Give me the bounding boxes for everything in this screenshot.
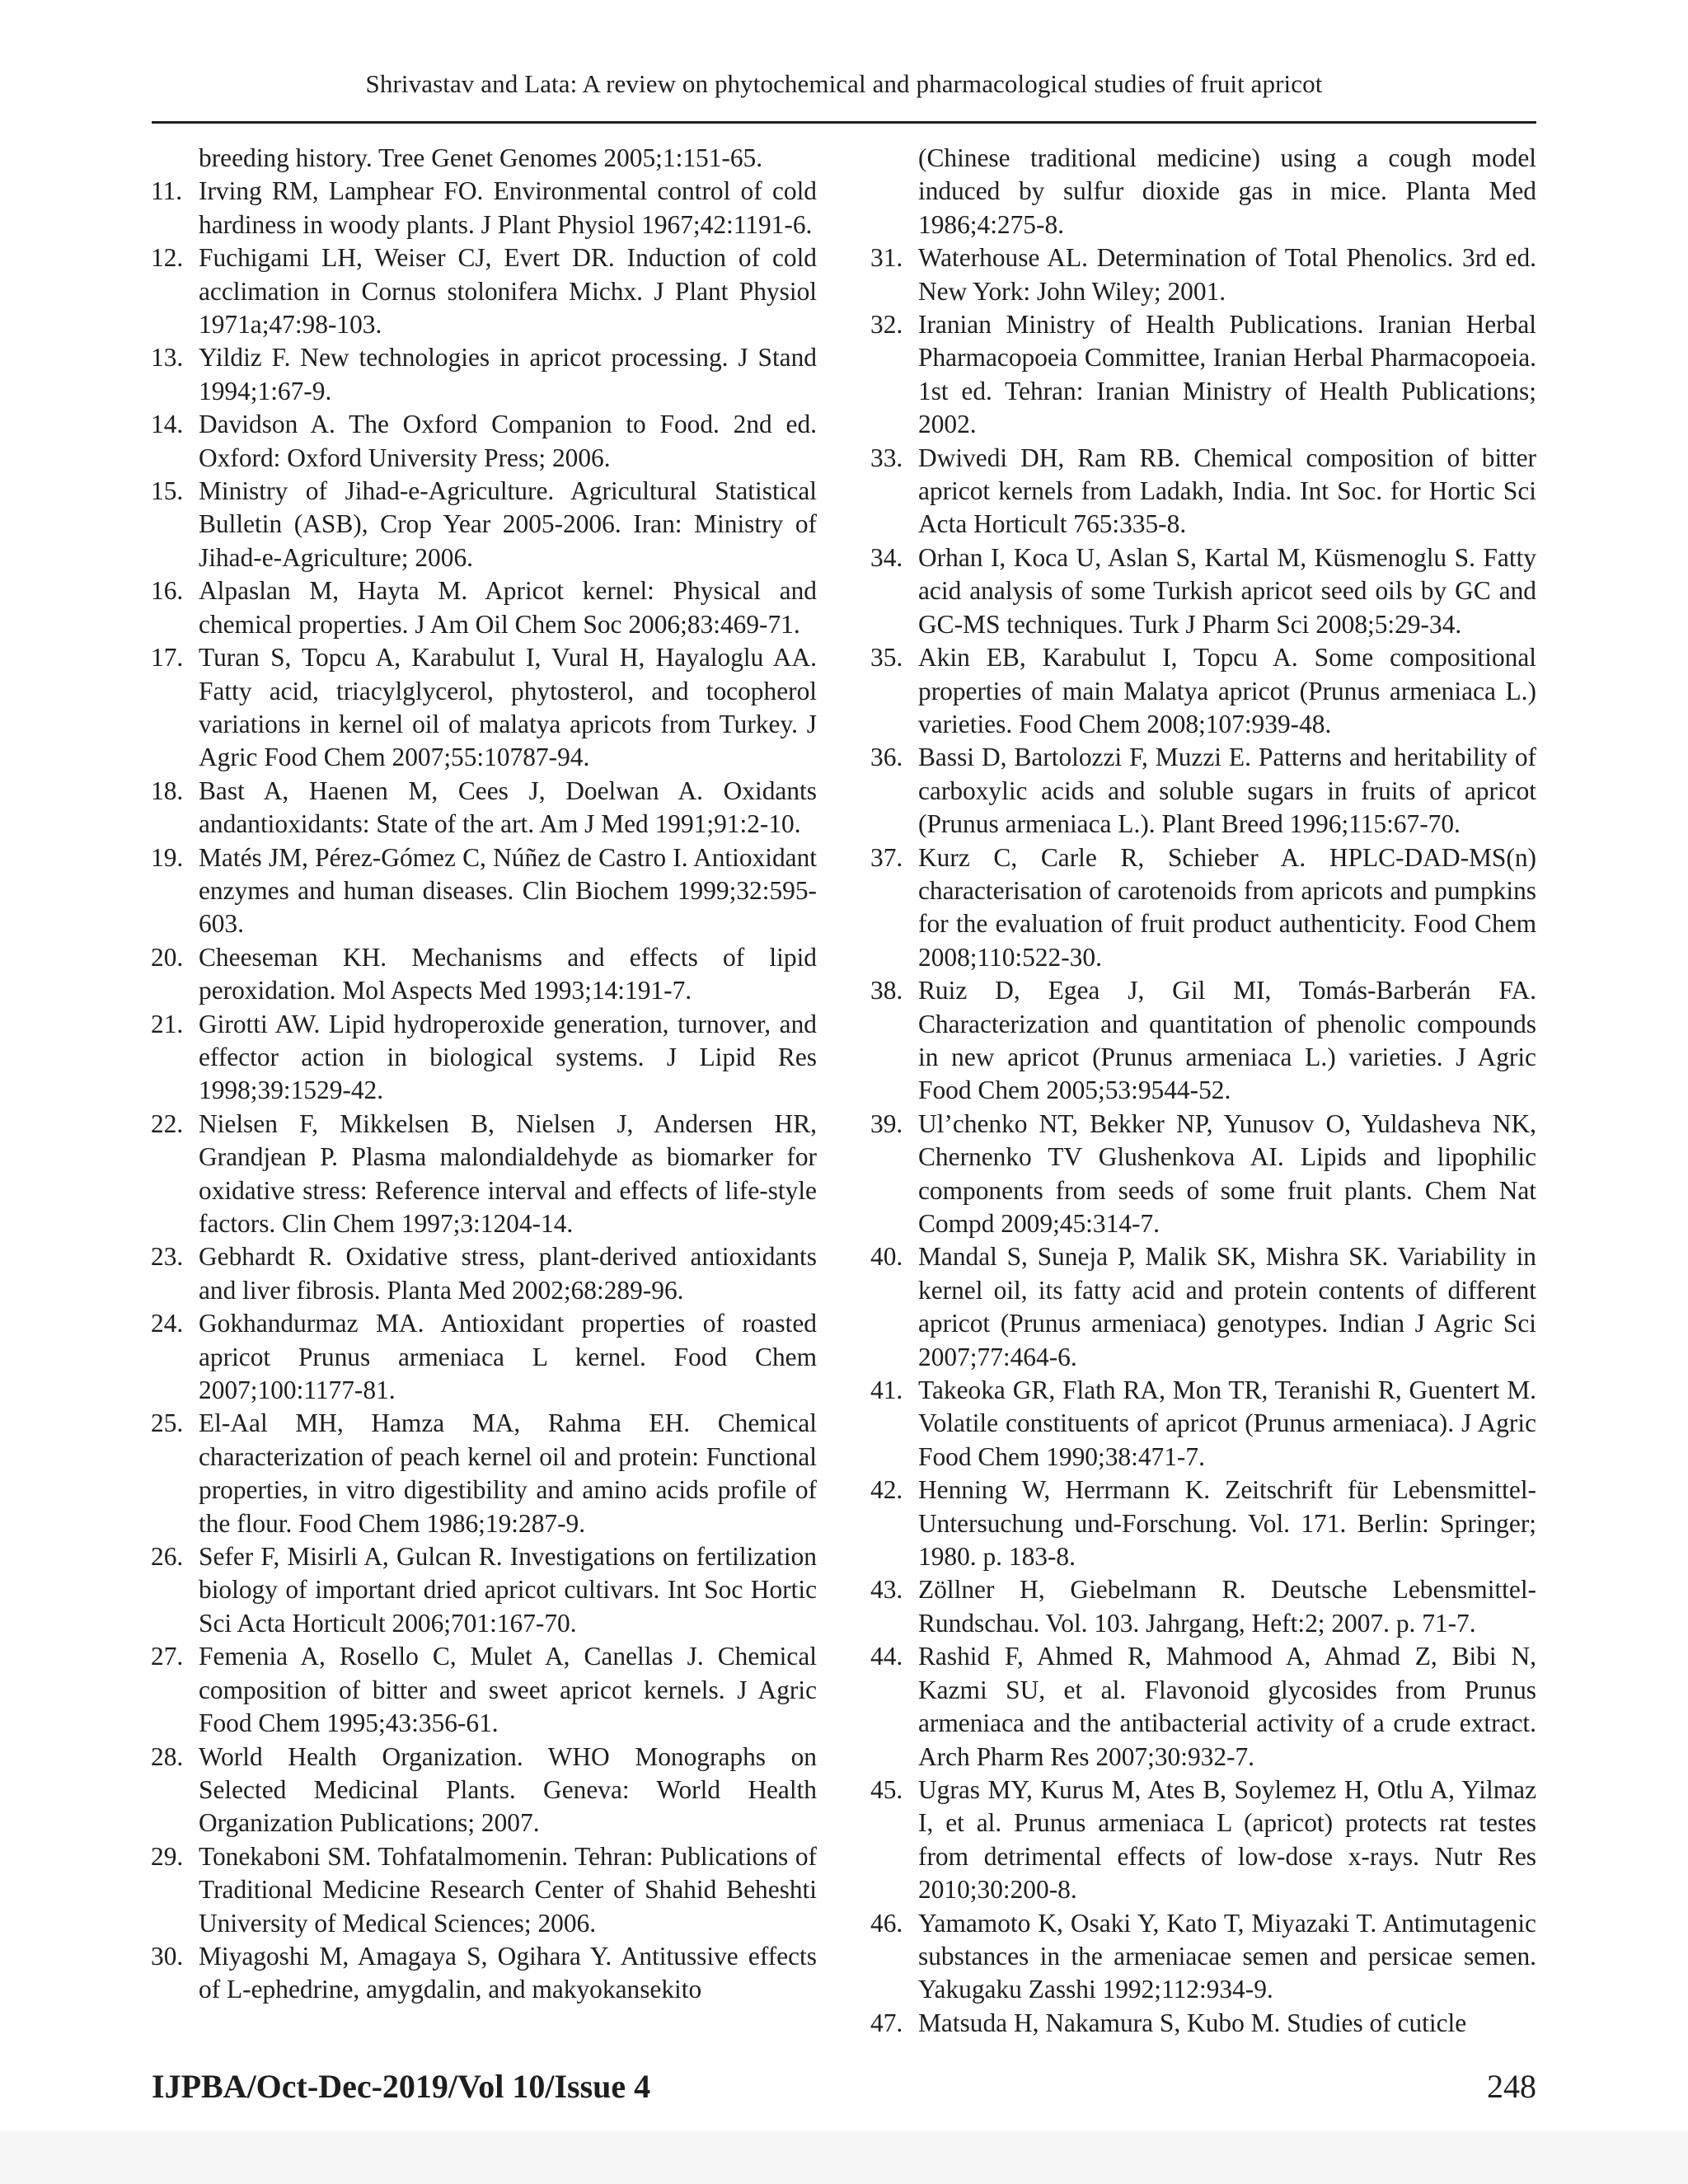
reference-number: 42.: [870, 1475, 903, 1505]
reference-number: 19.: [151, 842, 184, 872]
reference-text: Yamamoto K, Osaki Y, Kato T, Miyazaki T. Antimutagenic substances in the armeniacae semen and persicae semen. Yakugaku Zasshi 1992;112:934-9.: [918, 1908, 1536, 2004]
reference-number: 38.: [870, 976, 903, 1005]
reference-text: Davidson A. The Oxford Companion to Food. 2nd ed. Oxford: Oxford University Press; 2006.: [199, 410, 817, 472]
reference-number: 46.: [870, 1908, 903, 1938]
reference-item: [151, 1307, 817, 1407]
reference-number: 15.: [151, 476, 184, 506]
reference-item: [151, 1840, 817, 1940]
reference-number: 36.: [870, 743, 903, 772]
reference-item: [870, 741, 1536, 841]
reference-number: 22.: [151, 1108, 184, 1138]
reference-text: Ruiz D, Egea J, Gil MI, Tomás-Barberán FA. Characterization and quantitation of phenolic compounds in new apricot (Prunus armeniaca L.) varieties. J Agric Food Chem 2005;53:9544-52.: [918, 976, 1536, 1105]
reference-item: [151, 641, 817, 775]
reference-number: 40.: [870, 1242, 903, 1272]
reference-item: [151, 175, 817, 241]
reference-item: [870, 2007, 1536, 2040]
reference-text: World Health Organization. WHO Monographs on Selected Medicinal Plants. Geneva: World Health Organization Publications; 2007.: [199, 1741, 817, 1838]
reference-text: Fuchigami LH, Weiser CJ, Evert DR. Induction of cold acclimation in Cornus stolonifera Michx. J Plant Physiol 1971a;47:98-103.: [199, 243, 817, 340]
reference-item: [151, 1108, 817, 1241]
reference-item: [151, 841, 817, 941]
reference-text: Henning W, Herrmann K. Zeitschrift für Lebensmittel-Untersuchung und-Forschung. Vol. 171. Berlin: Springer; 1980. p. 183-8.: [918, 1475, 1536, 1572]
reference-number: 47.: [870, 2008, 903, 2037]
journal-issue-label: IJPBA/Oct-Dec-2019/Vol 10/Issue 4: [152, 2068, 651, 2105]
reference-item: [870, 1640, 1536, 1774]
reference-item: [870, 641, 1536, 741]
reference-text: Nielsen F, Mikkelsen B, Nielsen J, Andersen HR, Grandjean P. Plasma malondialdehyde as biomarker for oxidative stress: Reference interval and effects of life-style factors. Clin Chem 1997;3:1204-14.: [199, 1108, 817, 1238]
references-right-column: [870, 142, 1536, 2040]
references-left-column: [151, 142, 817, 2007]
reference-item: [870, 442, 1536, 541]
reference-text: Miyagoshi M, Amagaya S, Ogihara Y. Antitussive effects of L-ephedrine, amygdalin, and makyokansekito: [199, 1941, 817, 2004]
reference-number: 34.: [870, 542, 903, 572]
reference-text: Zöllner H, Giebelmann R. Deutsche Lebensmittel-Rundschau. Vol. 103. Jahrgang, Heft:2; 2007. p. 71-7.: [918, 1575, 1536, 1638]
reference-item: [151, 475, 817, 574]
reference-number: 41.: [870, 1376, 903, 1405]
reference-item: [151, 241, 817, 341]
reference-text: Orhan I, Koca U, Aslan S, Kartal M, Küsmenoglu S. Fatty acid analysis of some Turkish apricot seed oils by GC and GC-MS techniques. Turk J Pharm Sci 2008;5:29-34.: [918, 542, 1536, 639]
reference-number: 16.: [151, 576, 184, 606]
reference-text: Ul’chenko NT, Bekker NP, Yunusov O, Yuldasheva NK, Chernenko TV Glushenkova AI. Lipids and lipophilic components from seeds of some fruit plants. Chem Nat Compd 2009;45:314-7.: [918, 1108, 1536, 1238]
reference-item: [151, 1407, 817, 1540]
reference-number: 37.: [870, 842, 903, 872]
reference-text: Girotti AW. Lipid hydroperoxide generation, turnover, and effector action in biological systems. J Lipid Res 1998;39:1529-42.: [199, 1009, 817, 1105]
reference-number: 11.: [151, 176, 183, 206]
reference-text: Ministry of Jihad-e-Agriculture. Agricultural Statistical Bulletin (ASB), Crop Year 2005-2006. Iran: Ministry of Jihad-e-Agriculture; 2006.: [199, 476, 817, 572]
reference-item: [870, 241, 1536, 308]
reference-number: 14.: [151, 410, 184, 439]
reference-text: Irving RM, Lamphear FO. Environmental control of cold hardiness in woody plants. J Plant Physiol 1967;42:1191-6.: [199, 176, 817, 239]
reference-number: 35.: [870, 643, 903, 673]
reference-text: Bast A, Haenen M, Cees J, Doelwan A. Oxidants andantioxidants: State of the art. Am J Med 1991;91:2-10.: [199, 776, 817, 839]
reference-number: 17.: [151, 643, 184, 673]
reference-text: Gokhandurmaz MA. Antioxidant properties of roasted apricot Prunus armeniaca L kernel. Food Chem 2007;100:1177-81.: [199, 1309, 817, 1405]
reference-item: [870, 1573, 1536, 1640]
reference-item: [151, 1540, 817, 1640]
reference-number: 12.: [151, 243, 184, 273]
reference-continuation: (Chinese traditional medicine) using a cough model induced by sulfur dioxide gas in mice. Planta Med 1986;4:275-8.: [918, 143, 1536, 239]
reference-text: El-Aal MH, Hamza MA, Rahma EH. Chemical characterization of peach kernel oil and protein: Functional properties, in vitro digestibility and amino acids profile of the flour. Food Chem 1986;19:287-9.: [199, 1408, 817, 1538]
reference-item: [870, 308, 1536, 442]
reference-item: [870, 1108, 1536, 1241]
reference-item: [870, 1374, 1536, 1474]
reference-item: [870, 1240, 1536, 1374]
reference-number: 39.: [870, 1108, 903, 1138]
reference-text: Cheeseman KH. Mechanisms and effects of lipid peroxidation. Mol Aspects Med 1993;14:191-7.: [199, 942, 817, 1005]
reference-number: 33.: [870, 443, 903, 472]
reference-text: Dwivedi DH, Ram RB. Chemical composition of bitter apricot kernels from Ladakh, India. Int Soc. for Hortic Sci Acta Horticult 765:335-8.: [918, 443, 1536, 539]
reference-text: Turan S, Topcu A, Karabulut I, Vural H, Hayaloglu AA. Fatty acid, triacylglycerol, phytosterol, and tocopherol variations in kernel oil of malatya apricots from Turkey. J Agric Food Chem 2007;55:10787-94.: [199, 643, 817, 772]
page-footer: [152, 2067, 1536, 2106]
reference-text: Gebhardt R. Oxidative stress, plant-derived antioxidants and liver fibrosis. Planta Med 2002;68:289-96.: [199, 1242, 817, 1305]
reference-number: 26.: [151, 1542, 184, 1572]
reference-item: [870, 974, 1536, 1108]
reference-number: 21.: [151, 1009, 184, 1038]
reference-text: Kurz C, Carle R, Schieber A. HPLC-DAD-MS(n) characterisation of carotenoids from apricots and pumpkins for the evaluation of fruit product authenticity. Food Chem 2008;110:522-30.: [918, 842, 1536, 972]
reference-number: 23.: [151, 1242, 184, 1272]
reference-item: [151, 1940, 817, 2007]
reference-item: [151, 775, 817, 841]
reference-number: 29.: [151, 1841, 184, 1871]
reference-text: Akin EB, Karabulut I, Topcu A. Some compositional properties of main Malatya apricot (Prunus armeniaca L.) varieties. Food Chem 2008;107:939-48.: [918, 643, 1536, 738]
reference-text: Femenia A, Rosello C, Mulet A, Canellas J. Chemical composition of bitter and sweet apricot kernels. J Agric Food Chem 1995;43:356-61.: [199, 1642, 817, 1738]
reference-item: [151, 408, 817, 475]
reference-text: Bassi D, Bartolozzi F, Muzzi E. Patterns and heritability of carboxylic acids and soluble sugars in fruits of apricot (Prunus armeniaca L.). Plant Breed 1996;115:67-70.: [918, 743, 1536, 839]
page-number: 248: [1487, 2068, 1536, 2105]
reference-text: Iranian Ministry of Health Publications. Iranian Herbal Pharmacopoeia Committee, Iranian Herbal Pharmacopoeia. 1st ed. Tehran: Iranian Ministry of Health Publications; 2002.: [918, 310, 1536, 439]
reference-item: [151, 941, 817, 1008]
reference-continuation: breeding history. Tree Genet Genomes 2005;1:151-65.: [199, 143, 763, 172]
reference-text: Waterhouse AL. Determination of Total Phenolics. 3rd ed. New York: John Wiley; 2001.: [918, 243, 1536, 306]
reference-item: [151, 574, 817, 641]
reference-item: [151, 1240, 817, 1307]
reference-text: Ugras MY, Kurus M, Ates B, Soylemez H, Otlu A, Yilmaz I, et al. Prunus armeniaca L (apricot) protects rat testes from detrimental effects of low-dose x-rays. Nutr Res 2010;30:200-8.: [918, 1774, 1536, 1905]
reference-number: 20.: [151, 942, 184, 972]
reference-number: 28.: [151, 1741, 184, 1771]
reference-number: 44.: [870, 1642, 903, 1671]
reference-number: 18.: [151, 776, 184, 805]
reference-number: 24.: [151, 1309, 184, 1338]
reference-text: Sefer F, Misirli A, Gulcan R. Investigations on fertilization biology of important dried apricot cultivars. Int Soc Hortic Sci Acta Horticult 2006;701:167-70.: [199, 1542, 817, 1638]
reference-item: [151, 1008, 817, 1108]
reference-number: 25.: [151, 1408, 184, 1438]
reference-text: Takeoka GR, Flath RA, Mon TR, Teranishi R, Guentert M. Volatile constituents of apricot (Prunus armeniaca). J Agric Food Chem 1990;38:471-7.: [918, 1376, 1536, 1471]
reference-text: Matés JM, Pérez-Gómez C, Núñez de Castro I. Antioxidant enzymes and human diseases. Clin Biochem 1999;32:595-603.: [199, 842, 817, 939]
reference-item: [151, 341, 817, 408]
reference-number: 13.: [151, 343, 184, 373]
reference-item: [870, 1474, 1536, 1573]
reference-number: 45.: [870, 1774, 903, 1804]
reference-text: Yildiz F. New technologies in apricot processing. J Stand 1994;1:67-9.: [199, 343, 817, 405]
reference-number: 27.: [151, 1642, 184, 1671]
reference-item: [151, 1640, 817, 1740]
header-rule: [152, 121, 1536, 124]
reference-number: 43.: [870, 1575, 903, 1605]
reference-number: 31.: [870, 243, 903, 273]
reference-number: 30.: [151, 1941, 184, 1971]
reference-number: 32.: [870, 310, 903, 340]
running-header: Shrivastav and Lata: A review on phytochemical and pharmacological studies of fruit apricot: [365, 69, 1323, 98]
reference-item: [151, 1741, 817, 1840]
reference-item: [870, 841, 1536, 975]
reference-item: [870, 1774, 1536, 1907]
reference-item: [870, 541, 1536, 641]
reference-text: Mandal S, Suneja P, Malik SK, Mishra SK. Variability in kernel oil, its fatty acid and protein contents of different apricot (Prunus armeniaca) genotypes. Indian J Agric Sci 2007;77:464-6.: [918, 1242, 1536, 1371]
reference-text: Matsuda H, Nakamura S, Kubo M. Studies of cuticle: [918, 2008, 1467, 2037]
bottom-band: [0, 2130, 1688, 2184]
reference-item: [870, 1907, 1536, 2007]
reference-text: Tonekaboni SM. Tohfatalmomenin. Tehran: Publications of Traditional Medicine Research Center of Shahid Beheshti University of Medical Sciences; 2006.: [199, 1841, 817, 1938]
reference-text: Alpaslan M, Hayta M. Apricot kernel: Physical and chemical properties. J Am Oil Chem Soc 2006;83:469-71.: [199, 576, 817, 639]
reference-text: Rashid F, Ahmed R, Mahmood A, Ahmad Z, Bibi N, Kazmi SU, et al. Flavonoid glycosides from Prunus armeniaca and the antibacterial activity of a crude extract. Arch Pharm Res 2007;30:932-7.: [918, 1642, 1536, 1771]
